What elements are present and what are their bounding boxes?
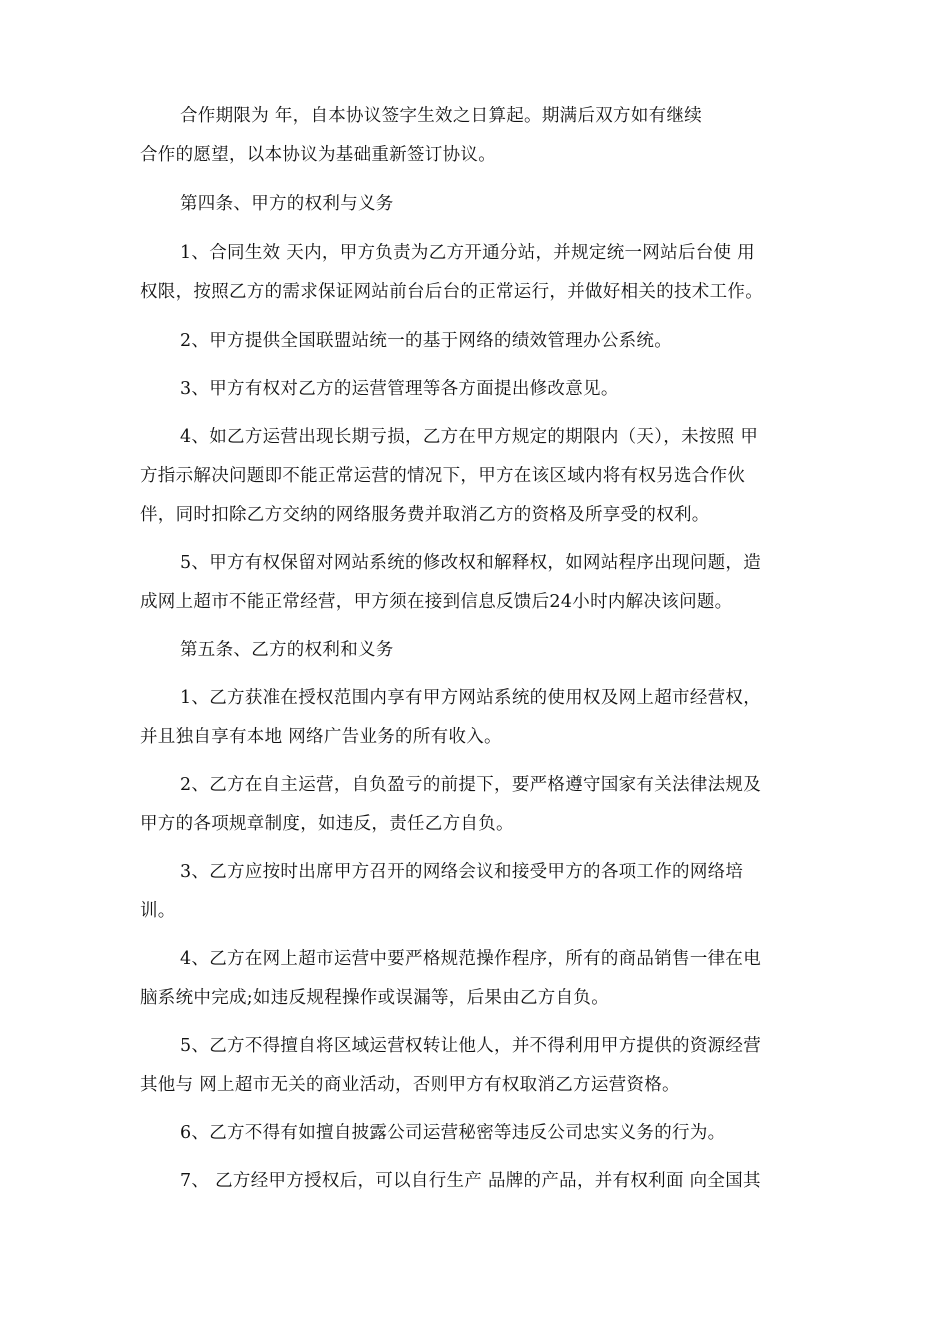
text-line: 3、甲方有权对乙方的运营管理等各方面提出修改意见。 — [180, 379, 619, 399]
section-heading: 第五条、乙方的权利和义务 — [180, 640, 394, 660]
text-line: 2、乙方在自主运营，自负盈亏的前提下，要严格遵守国家有关法律法规及 — [180, 775, 762, 795]
text-line: 合作期限为 年，自本协议签字生效之日算起。期满后双方如有继续 — [180, 106, 703, 126]
text-line: 1、乙方获准在授权范围内享有甲方网站系统的使用权及网上超市经营权， — [180, 688, 762, 708]
text-line: 4、乙方在网上超市运营中要严格规范操作程序，所有的商品销售一律在电 — [180, 949, 762, 969]
text-line: 5、甲方有权保留对网站系统的修改权和解释权，如网站程序出现问题，造 — [180, 553, 762, 573]
text-line: 并且独自享有本地 网络广告业务的所有收入。 — [140, 727, 502, 747]
section-heading: 第四条、甲方的权利与义务 — [180, 194, 394, 214]
text-line: 3、乙方应按时出席甲方召开的网络会议和接受甲方的各项工作的网络培 — [180, 862, 744, 882]
text-line: 成网上超市不能正常经营，甲方须在接到信息反馈后24小时内解决该问题。 — [140, 592, 733, 612]
text-line: 6、乙方不得有如擅自披露公司运营秘密等违反公司忠实义务的行为。 — [180, 1123, 726, 1143]
text-line: 1、合同生效 天内，甲方负责为乙方开通分站，并规定统一网站后台使 用 — [180, 243, 755, 263]
text-line: 2、甲方提供全国联盟站统一的基于网络的绩效管理办公系统。 — [180, 331, 673, 351]
text-line: 权限，按照乙方的需求保证网站前台后台的正常运行，并做好相关的技术工作。 — [140, 282, 763, 302]
text-line: 伴，同时扣除乙方交纳的网络服务费并取消乙方的资格及所享受的权利。 — [140, 505, 710, 525]
text-line: 5、乙方不得擅自将区域运营权转让他人，并不得利用甲方提供的资源经营 — [180, 1036, 762, 1056]
text-line: 4、如乙方运营出现长期亏损，乙方在甲方规定的期限内（天），未按照 甲 — [180, 427, 759, 447]
text-line: 脑系统中完成;如违反规程操作或误漏等，后果由乙方自负。 — [140, 988, 609, 1008]
text-line: 7、 乙方经甲方授权后，可以自行生产 品牌的产品，并有权利面 向全国其 — [180, 1171, 761, 1191]
text-line: 训。 — [140, 901, 176, 921]
text-line: 方指示解决问题即不能正常运营的情况下，甲方在该区域内将有权另选合作伙 — [140, 466, 746, 486]
text-line: 合作的愿望，以本协议为基础重新签订协议。 — [140, 145, 496, 165]
text-line: 甲方的各项规章制度，如违反，责任乙方自负。 — [140, 814, 514, 834]
text-line: 其他与 网上超市无关的商业活动，否则甲方有权取消乙方运营资格。 — [140, 1075, 680, 1095]
